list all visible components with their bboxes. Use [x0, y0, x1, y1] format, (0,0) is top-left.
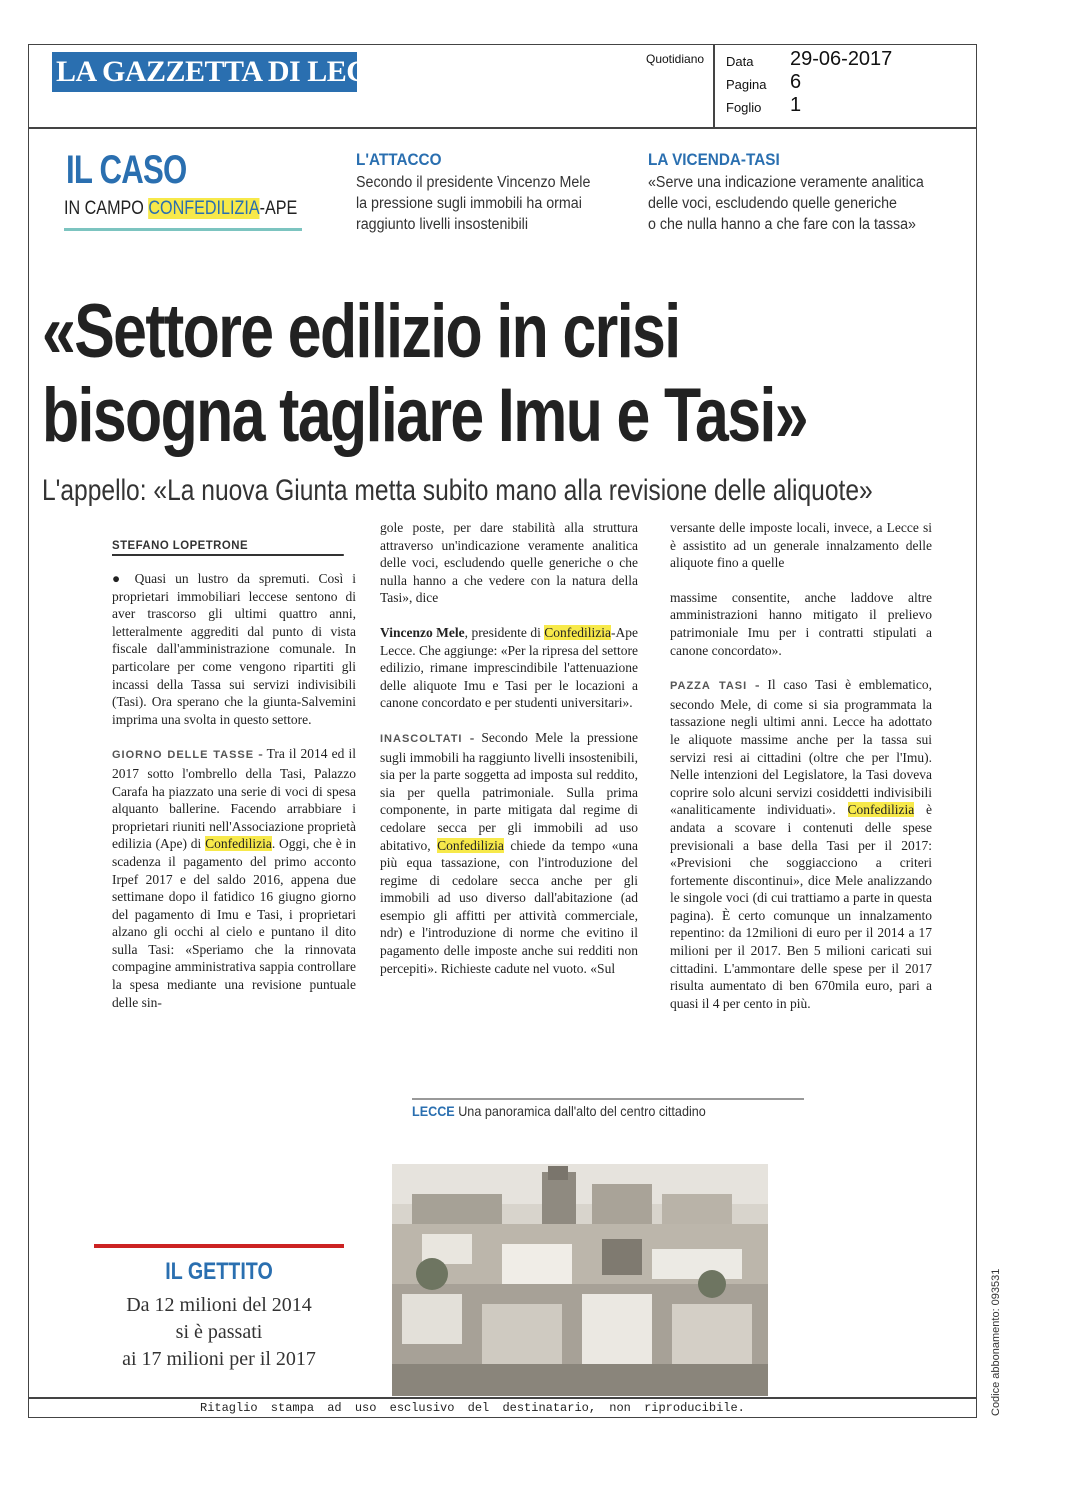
date-value: 29-06-2017 — [790, 48, 893, 70]
highlight-confedilizia: Confedilizia — [847, 802, 915, 818]
paragraph: GIORNO DELLE TASSE - Tra il 2014 ed il 2017 sotto l'ombrello della Tasi, Palazzo Carafa ha piazzato una serie di voci di spesa alquanto ballerine. Facendo arrabbiare i proprietari riuniti nell'Associazione proprietà edilizia (Ape) di Confedilizia. Oggi, che è in scadenza il pagamento del primo acconto Irpef 2017 e del saldo 2016, appena due settimane dopo il fatidico 16 giugno giorno del pagamento di Imu e Tasi, i proprietari alzano gli occhi al cielo e puntano il dito sulla Tasi: «Speriamo che la rinnovata compagine amministrativa sappia controllare la spesa mediante una revisione puntuale delle sin- — [112, 746, 356, 1010]
date-label: Data — [726, 54, 754, 69]
city-photo-illustration — [392, 1164, 768, 1396]
kicker-attacco-title: L'ATTACCO — [356, 150, 442, 169]
paragraph: massime consentite, anche laddove altre amministrazioni hanno mitigato il prelievo patrimoniale Imu per i contratti stipulati a canone concordato». — [670, 589, 932, 658]
section-tag-underline — [64, 228, 302, 231]
kicker-vicenda-title: LA VICENDA-TASI — [648, 150, 780, 169]
paragraph: ● Quasi un lustro da spremuti. Così i proprietari immobiliari leccese sentono di aver trascorso gli ultimi quattro anni, letteralmente aggrediti dal punto di vista fiscale dall'amministrazione comunale. In particolare per come vengono ripartiti gli incassi della Tassa sui servizi indivisibili (Tasi). Ora sperano che la giunta-Salvemini imprima una svolta in questo settore. — [112, 571, 356, 727]
paragraph: gole poste, per dare stabilità alla struttura attraverso un'indicazione veramente analitica delle voci, escludendo quelle generiche o che nulla hanno a che vedere con la natura della Tasi», dice — [380, 520, 638, 606]
gettito-text: Da 12 milioni del 2014 si è passati ai 17 milioni per il 2017 — [122, 1294, 316, 1370]
gettito-title: IL GETTITO — [165, 1258, 273, 1285]
subscription-code: Codice abbonamento: 093531 — [990, 1268, 1002, 1416]
kicker-vicenda-text: «Serve una indicazione veramente analitica delle voci, escludendo quelle generiche o che nulla hanno a che fare con la tassa» — [648, 174, 924, 233]
byline: STEFANO LOPETRONE — [112, 538, 344, 556]
caption-rule — [412, 1098, 804, 1100]
frequency-label: Quotidiano — [646, 52, 705, 66]
section-title: IL CASO — [66, 148, 187, 192]
runin-heading: INASCOLTATI — [380, 732, 463, 745]
headline: «Settore edilizio in crisi bisogna tagliare Imu e Tasi» — [42, 289, 807, 458]
gettito-rule — [94, 1244, 344, 1248]
sheet-label: Foglio — [726, 100, 762, 115]
newspaper-logo: LA GAZZETTA DI LECCE — [52, 52, 357, 92]
footer-notice: Ritaglio stampa ad uso esclusivo del destinatario, non riproducibile. — [200, 1401, 745, 1415]
section-tag: IN CAMPO CONFEDILIZIA-APE — [64, 198, 298, 219]
highlight-confedilizia: CONFEDILIZIA — [148, 198, 260, 219]
paragraph: INASCOLTATI - Secondo Mele la pressione sugli immobili ha raggiunto livelli insostenibili, sia per la parte soggetta ad imposta sul reddito, sia per quella patrimoniale. Sulla prima componente, in parte mitigata dal regime di cedolare secca per gli immobili ad uso abitativo, Confedilizia chiede da tempo «una più equa tassazione, con l'introduzione del regime di cedolare secca anche per gli immobili ad uso diverso dall'abitazione (ad esempio gli affitti per attività commerciale, ndr) e l'introduzione di norme che evitino il pagamento delle imposte anche sui redditi non percepiti». Richieste cadute nel vuoto. «Sul — [380, 729, 638, 976]
article-column-3 — [670, 519, 932, 1029]
kicker-attacco-text: Secondo il presidente Vincenzo Mele la pressione sugli immobili ha ormai raggiunto livelli insostenibili — [356, 174, 591, 233]
article-column-2 — [380, 519, 638, 994]
paragraph: versante delle imposte locali, invece, a Lecce si è assistito ad un generale innalzamento delle aliquote fino a quelle — [670, 520, 932, 571]
paragraph: Vincenzo Mele, presidente di Confedilizia-Ape Lecce. Che aggiunge: «Per la ripresa del settore edilizio, rimane imprescindibile l'attenuazione delle aliquote Imu e Tasi per le locazioni a canone concordato e per studenti universitari». — [380, 624, 638, 711]
photo-caption: LECCE Una panoramica dall'alto del centro cittadino — [412, 1103, 706, 1119]
paragraph: PAZZA TASI - Il caso Tasi è emblematico, secondo Mele, di come si sia programmata la tassazione negli ultimi anni. Lecce ha adottato le aliquote massime anche per la tassa sui servizi resi ai cittadini (oltre che per l'Imu). Nelle intenzioni del Legislatore, la Tasi doveva coprire solo alcuni servizi cosiddetti indivisibili «analiticamente individuati». Confedilizia è andata a scovare i contenuti delle spese previsionali a base della Tasi per il 2017: «Previsioni che soggiacciono a criteri fortemente discontinui», dice Mele analizzando le singole voci (di cui trattiamo a parte in questa pagina). È certo comunque un innalzamento repentino: da 12milioni di euro per il 2014 a 17 milioni per il 2017. Ben 5 milioni caricati sui cittadini. L'ammontare delle spese per il 2017 risulta aumentato di ben 670mila euro, pari a quasi il 4 per cento in più. — [670, 677, 933, 1011]
page-label: Pagina — [726, 77, 767, 92]
person-name: Vincenzo Mele — [380, 624, 465, 640]
highlight-confedilizia: Confedilizia — [437, 837, 504, 853]
highlight-confedilizia: Confedilizia — [544, 624, 611, 640]
runin-heading: PAZZA TASI — [670, 680, 748, 693]
article-column-1 — [112, 570, 356, 1028]
sheet-value: 1 — [790, 94, 802, 116]
runin-heading: GIORNO DELLE TASSE — [112, 749, 255, 762]
subheadline: L'appello: «La nuova Giunta metta subito mano alla revisione delle aliquote» — [42, 474, 873, 507]
city-panorama-photo — [392, 1164, 768, 1396]
page-value: 6 — [790, 71, 802, 93]
highlight-confedilizia: Confedilizia — [205, 836, 272, 852]
